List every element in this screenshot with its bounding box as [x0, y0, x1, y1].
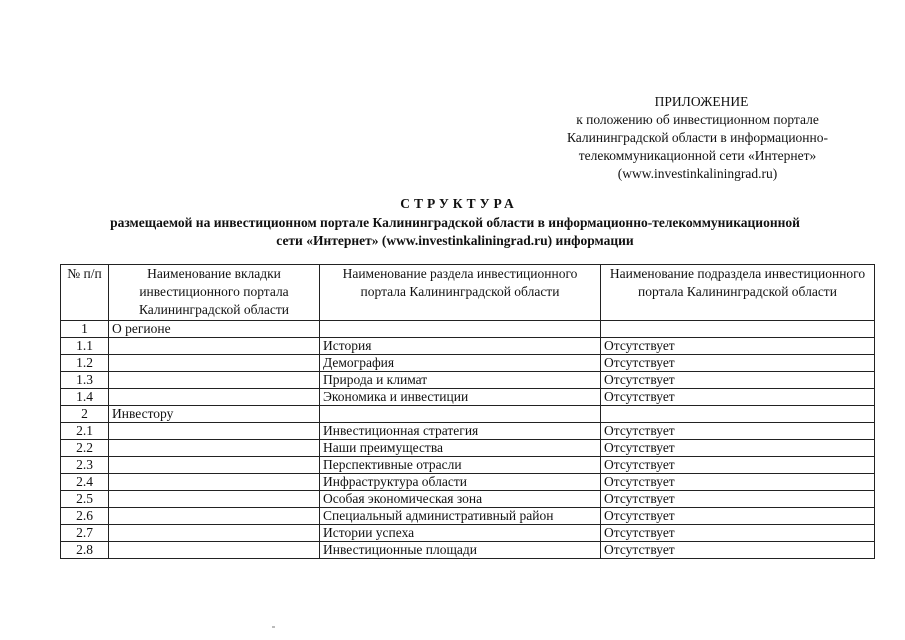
cell-section — [320, 406, 601, 423]
table-row — [61, 491, 875, 508]
cell-subsection: Отсутствует — [601, 508, 875, 525]
structure-table — [60, 264, 875, 559]
cell-number: 2.2 — [61, 440, 109, 457]
cell-section: Специальный административный район — [320, 508, 601, 525]
scan-mark — [272, 626, 275, 628]
appendix-line: (www.investinkaliningrad.ru) — [617, 166, 778, 181]
cell-number: 2.1 — [61, 423, 109, 440]
appendix-line: к положению об инвестиционном портале — [576, 112, 819, 127]
table-row — [61, 525, 875, 542]
cell-section: Особая экономическая зона — [320, 491, 601, 508]
appendix-line: телекоммуникационной сети «Интернет» — [578, 148, 817, 163]
cell-tab: Инвестору — [109, 406, 320, 423]
document-title — [40, 195, 870, 250]
title-subline: размещаемой на инвестиционном портале Калининградской области в информационно-телекоммуникационной — [110, 215, 800, 230]
appendix-block — [520, 93, 875, 183]
table-header — [61, 265, 875, 321]
table-row — [61, 338, 875, 355]
cell-section: Инвестиционная стратегия — [320, 423, 601, 440]
cell-tab — [109, 508, 320, 525]
table-row — [61, 372, 875, 389]
cell-subsection: Отсутствует — [601, 525, 875, 542]
cell-subsection: Отсутствует — [601, 423, 875, 440]
title-subline: сети «Интернет» (www.investinkaliningrad.ru) информации — [276, 233, 634, 248]
cell-number: 2.7 — [61, 525, 109, 542]
cell-tab — [109, 542, 320, 559]
cell-number: 1.1 — [61, 338, 109, 355]
cell-tab — [109, 457, 320, 474]
cell-subsection: Отсутствует — [601, 338, 875, 355]
cell-tab — [109, 338, 320, 355]
cell-number: 1.2 — [61, 355, 109, 372]
header-number: № п/п — [61, 265, 109, 321]
table-row — [61, 355, 875, 372]
cell-subsection: Отсутствует — [601, 389, 875, 406]
title-main: СТРУКТУРА — [400, 196, 518, 211]
header-subsection-name: Наименование подраздела инвестиционного портала Калининградской области — [601, 265, 875, 321]
cell-subsection: Отсутствует — [601, 355, 875, 372]
cell-number: 2 — [61, 406, 109, 423]
cell-number: 2.4 — [61, 474, 109, 491]
cell-subsection — [601, 321, 875, 338]
cell-tab — [109, 440, 320, 457]
cell-section: Инфраструктура области — [320, 474, 601, 491]
cell-subsection: Отсутствует — [601, 457, 875, 474]
cell-section — [320, 321, 601, 338]
table-row — [61, 457, 875, 474]
cell-section: Перспективные отрасли — [320, 457, 601, 474]
appendix-line: Калининградской области в информационно- — [566, 130, 828, 145]
table-row — [61, 440, 875, 457]
cell-tab — [109, 389, 320, 406]
table-row — [61, 423, 875, 440]
cell-number: 1 — [61, 321, 109, 338]
table-row — [61, 542, 875, 559]
appendix-heading: ПРИЛОЖЕНИЕ — [654, 94, 749, 109]
cell-subsection: Отсутствует — [601, 474, 875, 491]
cell-tab — [109, 491, 320, 508]
table-row — [61, 508, 875, 525]
table-row — [61, 474, 875, 491]
table-row — [61, 406, 875, 423]
cell-subsection: Отсутствует — [601, 491, 875, 508]
cell-number: 1.4 — [61, 389, 109, 406]
cell-number: 2.8 — [61, 542, 109, 559]
cell-subsection: Отсутствует — [601, 440, 875, 457]
cell-tab — [109, 525, 320, 542]
cell-tab — [109, 423, 320, 440]
table-row — [61, 389, 875, 406]
cell-section: Экономика и инвестиции — [320, 389, 601, 406]
cell-tab — [109, 355, 320, 372]
cell-section: Природа и климат — [320, 372, 601, 389]
cell-subsection: Отсутствует — [601, 542, 875, 559]
cell-number: 2.5 — [61, 491, 109, 508]
cell-number: 2.6 — [61, 508, 109, 525]
header-section-name: Наименование раздела инвестиционного портала Калининградской области — [320, 265, 601, 321]
cell-section: Наши преимущества — [320, 440, 601, 457]
cell-number: 1.3 — [61, 372, 109, 389]
table-row — [61, 321, 875, 338]
cell-tab — [109, 372, 320, 389]
cell-section: Истории успеха — [320, 525, 601, 542]
cell-section: Инвестиционные площади — [320, 542, 601, 559]
header-row — [61, 265, 875, 321]
table-body — [61, 321, 875, 559]
cell-tab — [109, 474, 320, 491]
cell-tab: О регионе — [109, 321, 320, 338]
cell-subsection: Отсутствует — [601, 372, 875, 389]
cell-number: 2.3 — [61, 457, 109, 474]
cell-section: Демография — [320, 355, 601, 372]
cell-section: История — [320, 338, 601, 355]
header-tab-name: Наименование вкладки инвестиционного портала Калининградской области — [109, 265, 320, 321]
cell-subsection — [601, 406, 875, 423]
